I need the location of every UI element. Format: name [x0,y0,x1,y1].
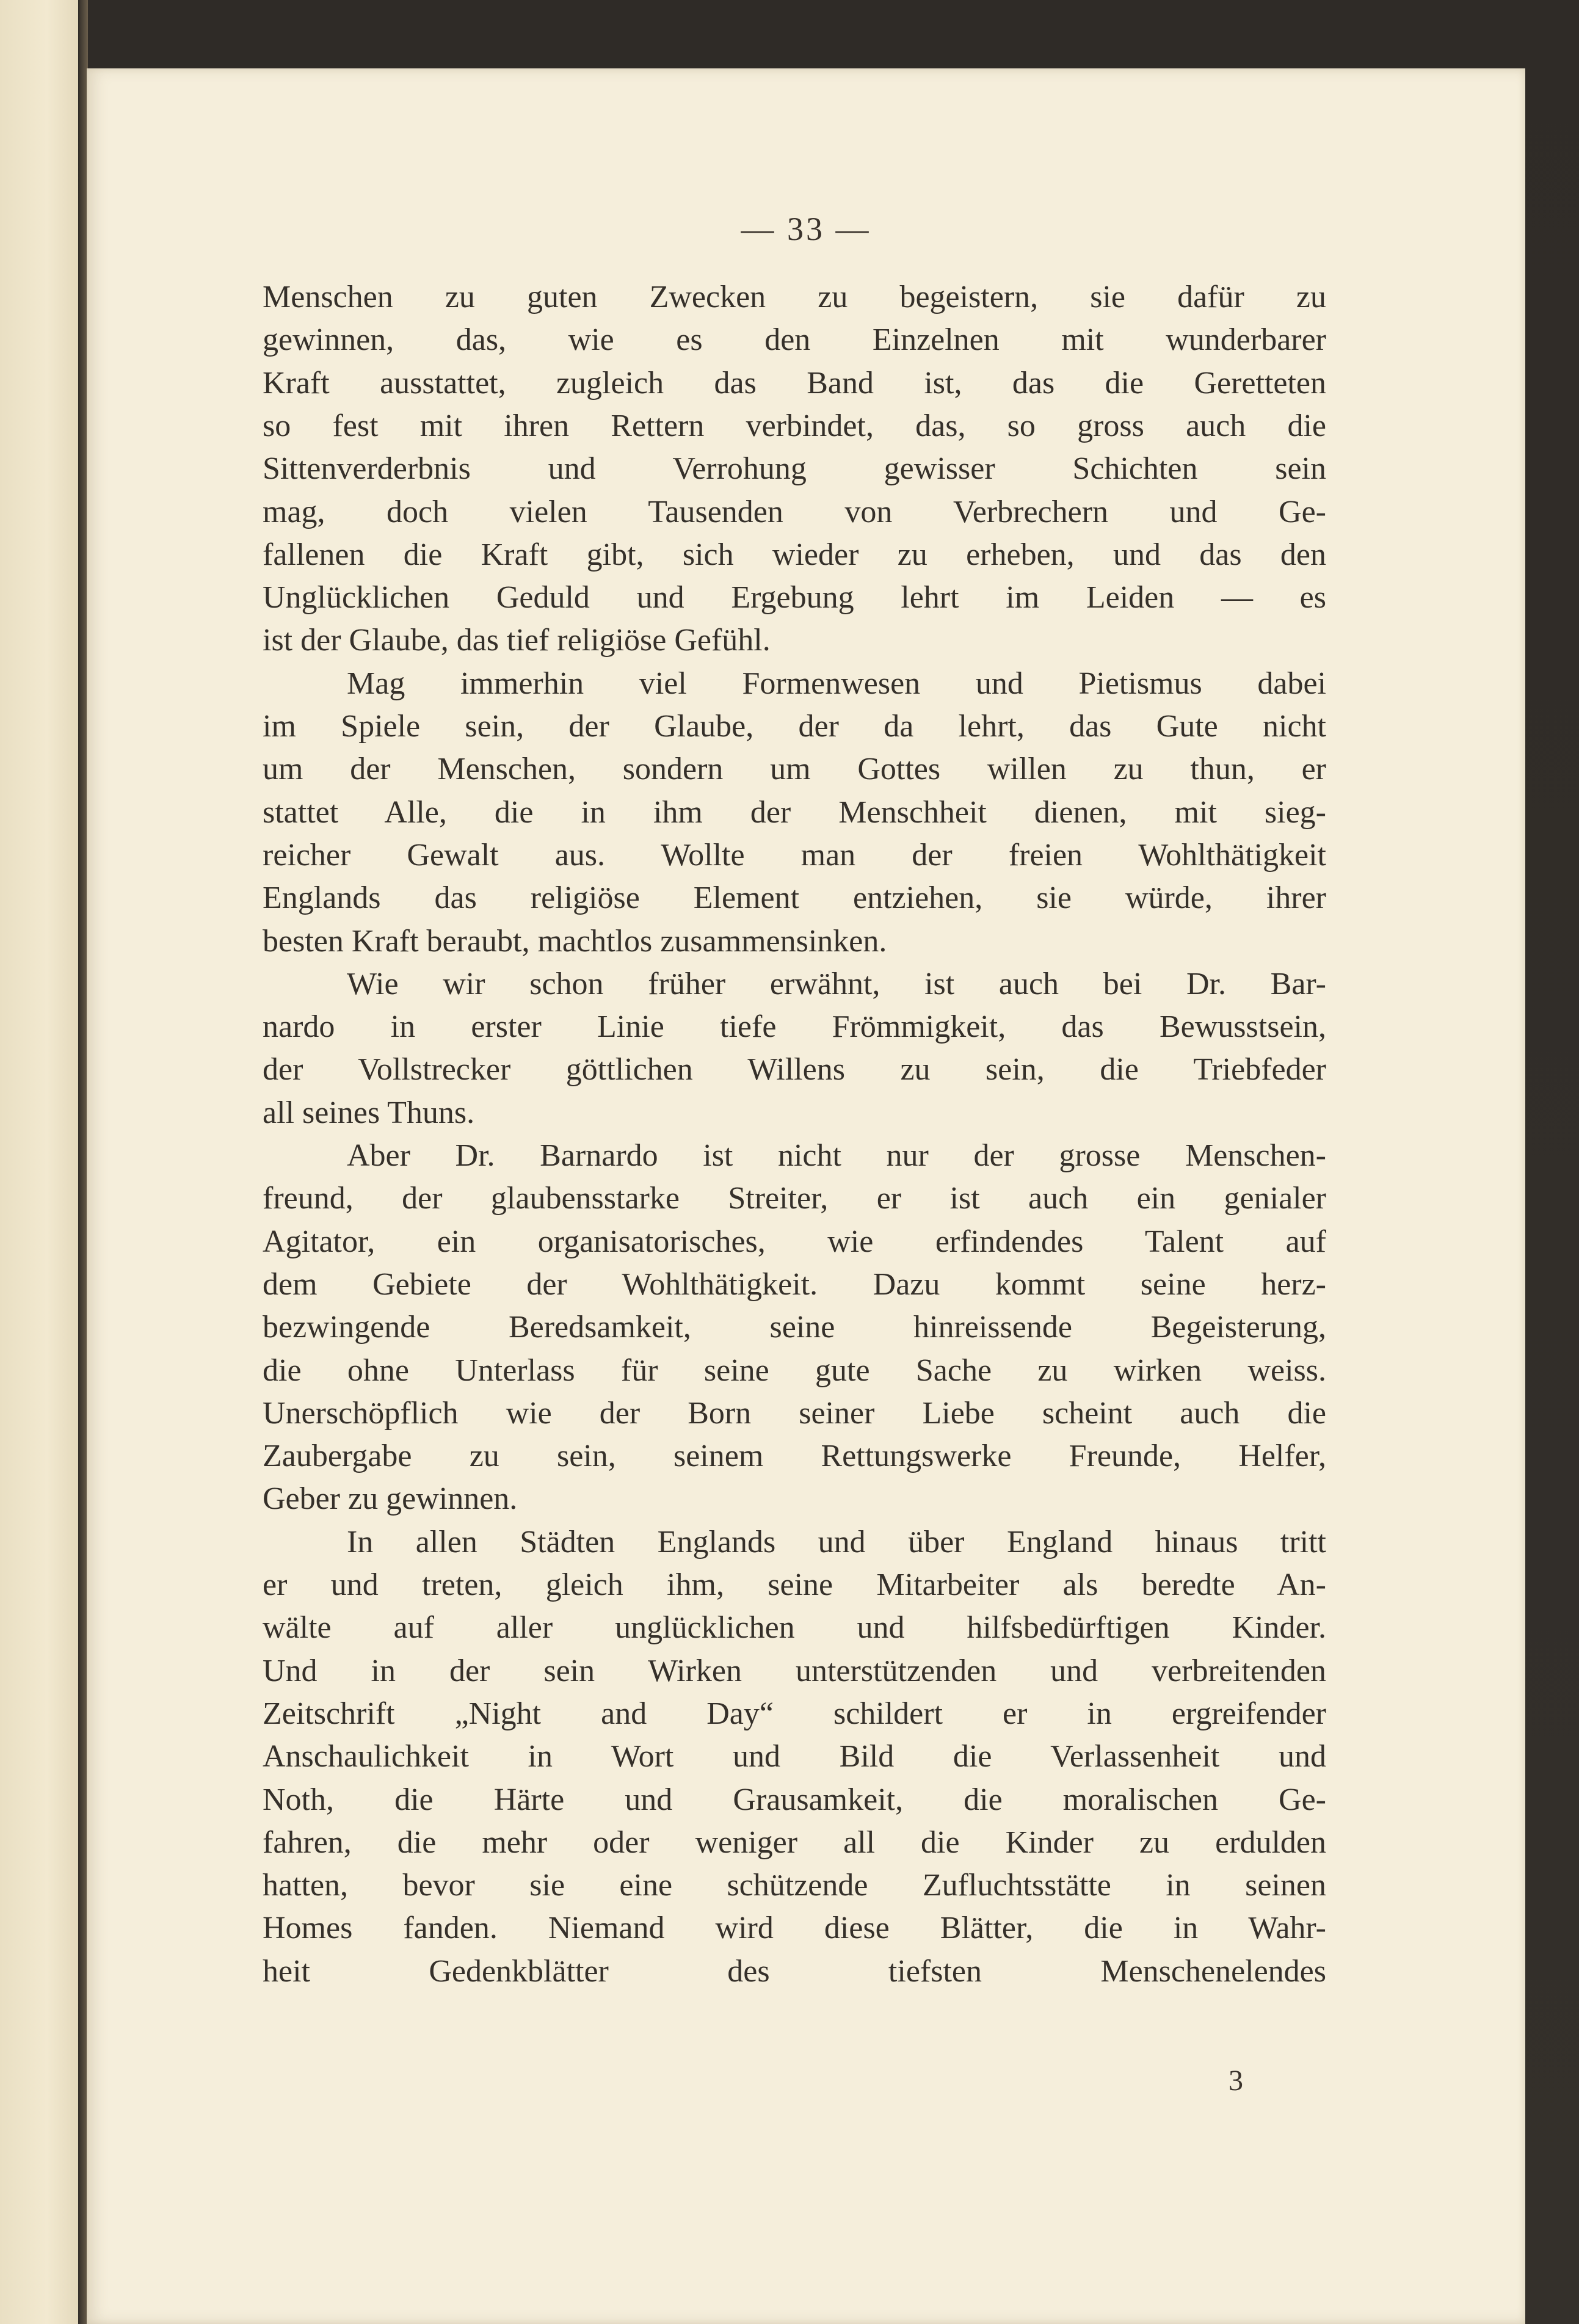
text-line: Zeitschrift „Night and Day“ schildert er in ergreifender [263,1696,1326,1731]
text-line: Unglücklichen Geduld und Ergebung lehrt im Leiden — es [263,580,1326,615]
signature-mark: 3 [1229,2064,1243,2097]
text-line: heit Gedenkblätter des tiefsten Menschenelendes [263,1954,1326,1989]
page-number: — 33 — [741,211,871,247]
text-line: um der Menschen, sondern um Gottes willen zu thun, er [263,752,1326,786]
text-line: Unerschöpflich wie der Born seiner Liebe scheint auch die [263,1396,1326,1431]
text-line: ist der Glaube, das tief religiöse Gefühl. [263,623,771,658]
text-line: Kraft ausstattet, zugleich das Band ist, das die Geretteten [263,366,1326,401]
text-line: reicher Gewalt aus. Wollte man der freien Wohlthätigkeit [263,838,1326,873]
text-line: mag, doch vielen Tausenden von Verbrechern und Ge- [263,495,1326,529]
facing-page-edge [0,0,78,2324]
text-line: In allen Städten Englands und über England hinaus tritt [347,1525,1326,1560]
text-line: so fest mit ihren Rettern verbindet, das, so gross auch die [263,409,1326,443]
text-line: im Spiele sein, der Glaube, der da lehrt, das Gute nicht [263,709,1326,744]
text-line: Sittenverderbnis und Verrohung gewisser Schichten sein [263,451,1326,486]
text-line: dem Gebiete der Wohlthätigkeit. Dazu kommt seine herz- [263,1267,1326,1302]
book-page [87,68,1525,2324]
text-line: nardo in erster Linie tiefe Frömmigkeit, das Bewusstsein, [263,1009,1326,1044]
text-line: wälte auf aller unglücklichen und hilfsbedürftigen Kinder. [263,1610,1326,1645]
text-line: Anschaulichkeit in Wort und Bild die Verlassenheit und [263,1739,1326,1774]
text-line: Geber zu gewinnen. [263,1481,518,1516]
text-line: Und in der sein Wirken unterstützenden und verbreitenden [263,1654,1326,1688]
text-line: Englands das religiöse Element entziehen, sie würde, ihrer [263,881,1326,915]
text-line: fahren, die mehr oder weniger all die Kinder zu erdulden [263,1825,1326,1860]
text-line: Noth, die Härte und Grausamkeit, die moralischen Ge- [263,1782,1326,1817]
text-line: gewinnen, das, wie es den Einzelnen mit wunderbarer [263,322,1326,357]
text-line: Mag immerhin viel Formenwesen und Pietismus dabei [347,666,1326,701]
text-line: Menschen zu guten Zwecken zu begeistern, sie dafür zu [263,280,1326,314]
text-line: Agitator, ein organisatorisches, wie erfindendes Talent auf [263,1224,1326,1259]
text-line: Zaubergabe zu sein, seinem Rettungswerke Freunde, Helfer, [263,1439,1326,1473]
text-line: der Vollstrecker göttlichen Willens zu sein, die Triebfeder [263,1052,1326,1087]
text-line: bezwingende Beredsamkeit, seine hinreissende Begeisterung, [263,1310,1326,1345]
text-line: Homes fanden. Niemand wird diese Blätter, die in Wahr- [263,1911,1326,1945]
text-line: besten Kraft beraubt, machtlos zusammensinken. [263,924,887,959]
text-line: freund, der glaubensstarke Streiter, er ist auch ein genialer [263,1181,1326,1216]
text-line: fallenen die Kraft gibt, sich wieder zu erheben, und das den [263,537,1326,572]
text-line: hatten, bevor sie eine schützende Zufluchtsstätte in seinen [263,1868,1326,1903]
text-line: Aber Dr. Barnardo ist nicht nur der grosse Menschen- [347,1138,1326,1173]
text-line: er und treten, gleich ihm, seine Mitarbeiter als beredte An- [263,1567,1326,1602]
text-line: stattet Alle, die in ihm der Menschheit dienen, mit sieg- [263,795,1326,830]
text-line: all seines Thuns. [263,1095,475,1130]
text-line: Wie wir schon früher erwähnt, ist auch bei Dr. Bar- [347,967,1326,1001]
text-line: die ohne Unterlass für seine gute Sache zu wirken weiss. [263,1353,1326,1388]
